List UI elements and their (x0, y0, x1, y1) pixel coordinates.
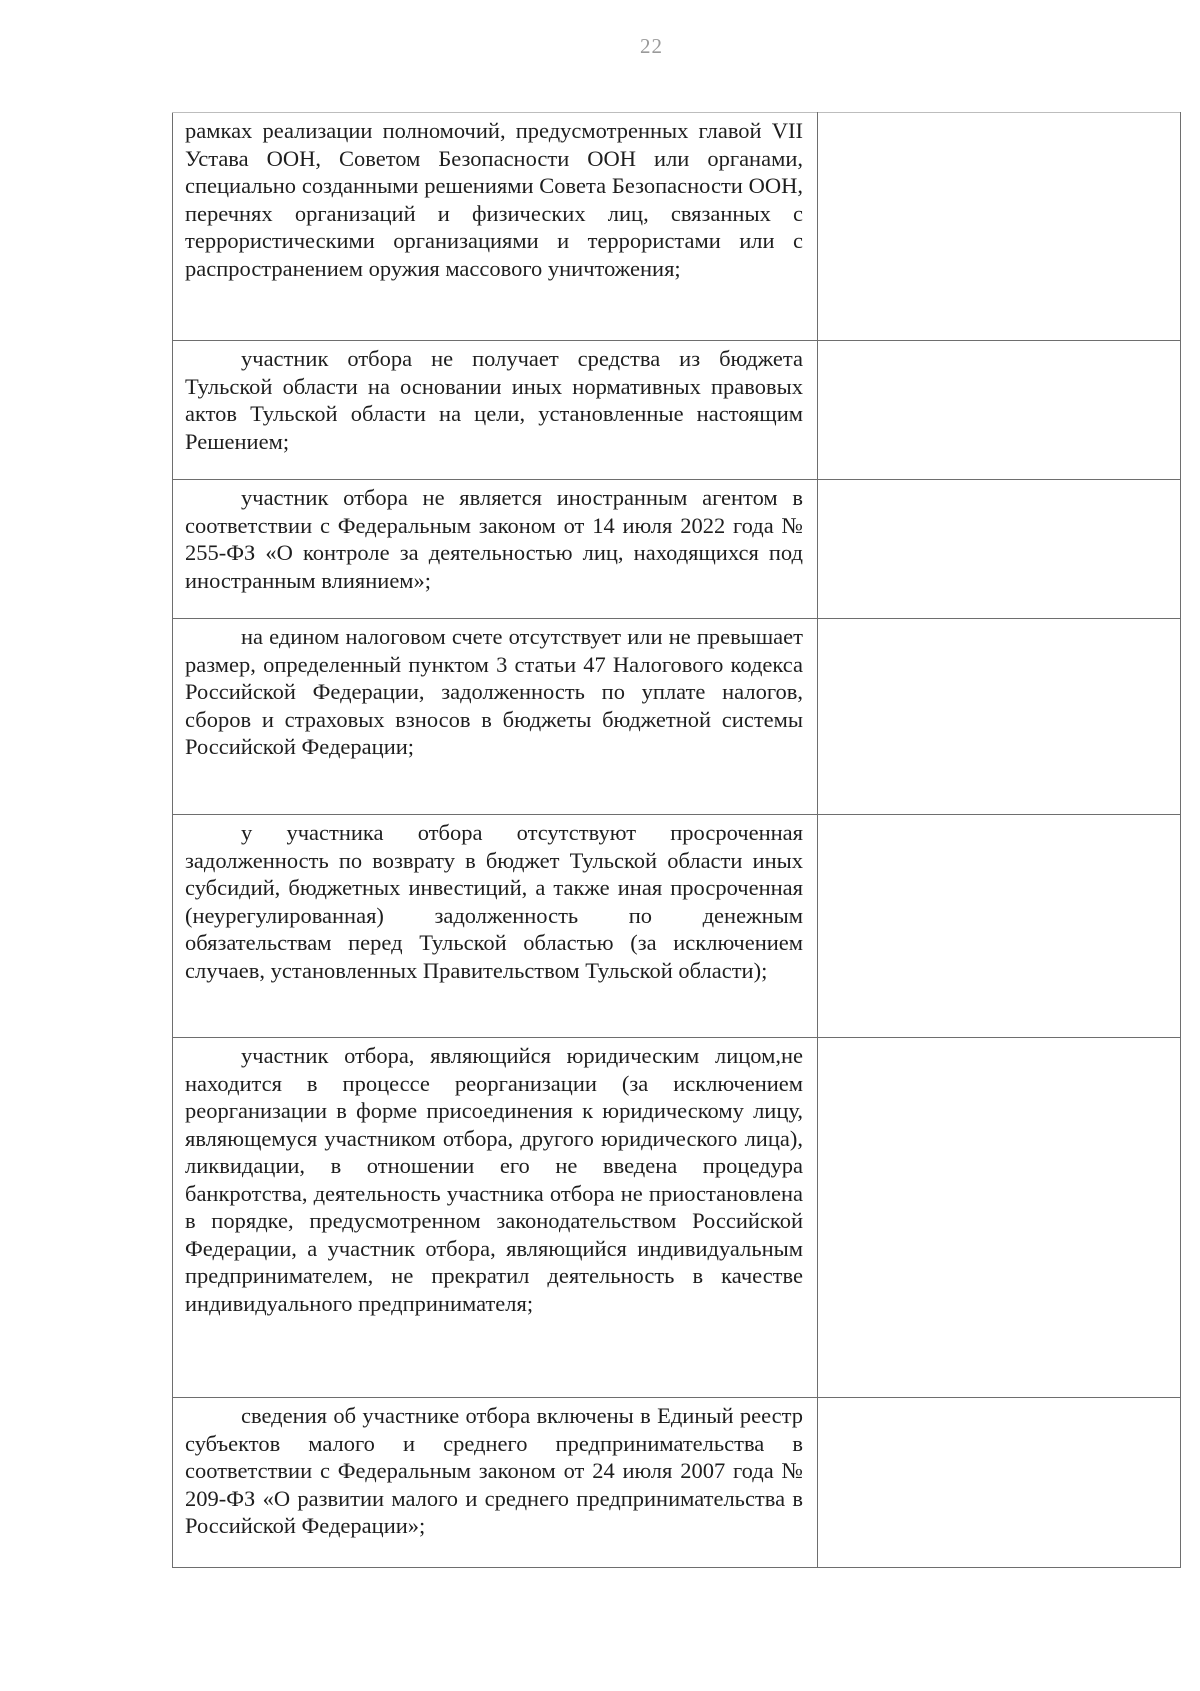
requirements-table (172, 112, 1181, 1568)
table-cell-text (173, 480, 818, 619)
table-cell-empty (818, 815, 1181, 1038)
table-row (173, 815, 1181, 1038)
requirement-text: сведения об участнике отбора включены в Единый реестр субъектов малого и среднего предпринимательства в соответствии с Федеральным законом от 24 июля 2007 года № 209-ФЗ «О развитии малого и среднего предпринимательства в Российской Федерации»; (185, 1403, 803, 1538)
table-cell-text (173, 341, 818, 480)
table-row (173, 113, 1181, 341)
table-cell-text (173, 113, 818, 341)
requirement-text: на едином налоговом счете отсутствует или не превышает размер, определенный пунктом 3 статьи 47 Налогового кодекса Российской Федерации, задолженность по уплате налогов, сборов и страховых взносов в бюджеты бюджетной системы Российской Федерации; (185, 624, 803, 759)
table-cell-empty (818, 1398, 1181, 1568)
table-row (173, 619, 1181, 815)
table-cell-text (173, 619, 818, 815)
table-cell-empty (818, 619, 1181, 815)
requirement-text: рамках реализации полномочий, предусмотренных главой VII Устава ООН, Советом Безопасности ООН или органами, специально созданными решениями Совета Безопасности ООН, перечнях организаций и физических лиц, связанных с террористическими организациями и террористами или с распространением оружия массового уничтожения; (185, 118, 803, 281)
table-cell-text (173, 815, 818, 1038)
table-cell-text (173, 1398, 818, 1568)
page-number: 22 (640, 34, 663, 58)
table-cell-empty (818, 480, 1181, 619)
table-row (173, 1038, 1181, 1398)
requirement-text: участник отбора не получает средства из бюджета Тульской области на основании иных нормативных правовых актов Тульской области на цели, установленные настоящим Решением; (185, 346, 803, 454)
table-cell-text (173, 1038, 818, 1398)
requirement-text: участник отбора не является иностранным агентом в соответствии с Федеральным законом от 14 июля 2022 года № 255-ФЗ «О контроле за деятельностью лиц, находящихся под иностранным влиянием»; (185, 485, 803, 593)
table-cell-empty (818, 341, 1181, 480)
requirement-text: участник отбора, являющийся юридическим лицом,не находится в процессе реорганизации (за исключением реорганизации в форме присоединения к юридическому лицу, являющемуся участником отбора, другого юридического лица), ликвидации, в отношении его не введена процедура банкротства, деятельность участника отбора не приостановлена в порядке, предусмотренном законодательством Российской Федерации, а участник отбора, являющийся индивидуальным предпринимателем, не прекратил деятельность в качестве индивидуального предпринимателя; (185, 1043, 803, 1316)
table-row (173, 480, 1181, 619)
requirement-text: у участника отбора отсутствуют просроченная задолженность по возврату в бюджет Тульской области иных субсидий, бюджетных инвестиций, а также иная просроченная (неурегулированная) задолженность по денежным обязательствам перед Тульской областью (за исключением случаев, установленных Правительством Тульской области); (185, 820, 803, 983)
table-row (173, 341, 1181, 480)
table-cell-empty (818, 1038, 1181, 1398)
table-row (173, 1398, 1181, 1568)
table-cell-empty (818, 113, 1181, 341)
